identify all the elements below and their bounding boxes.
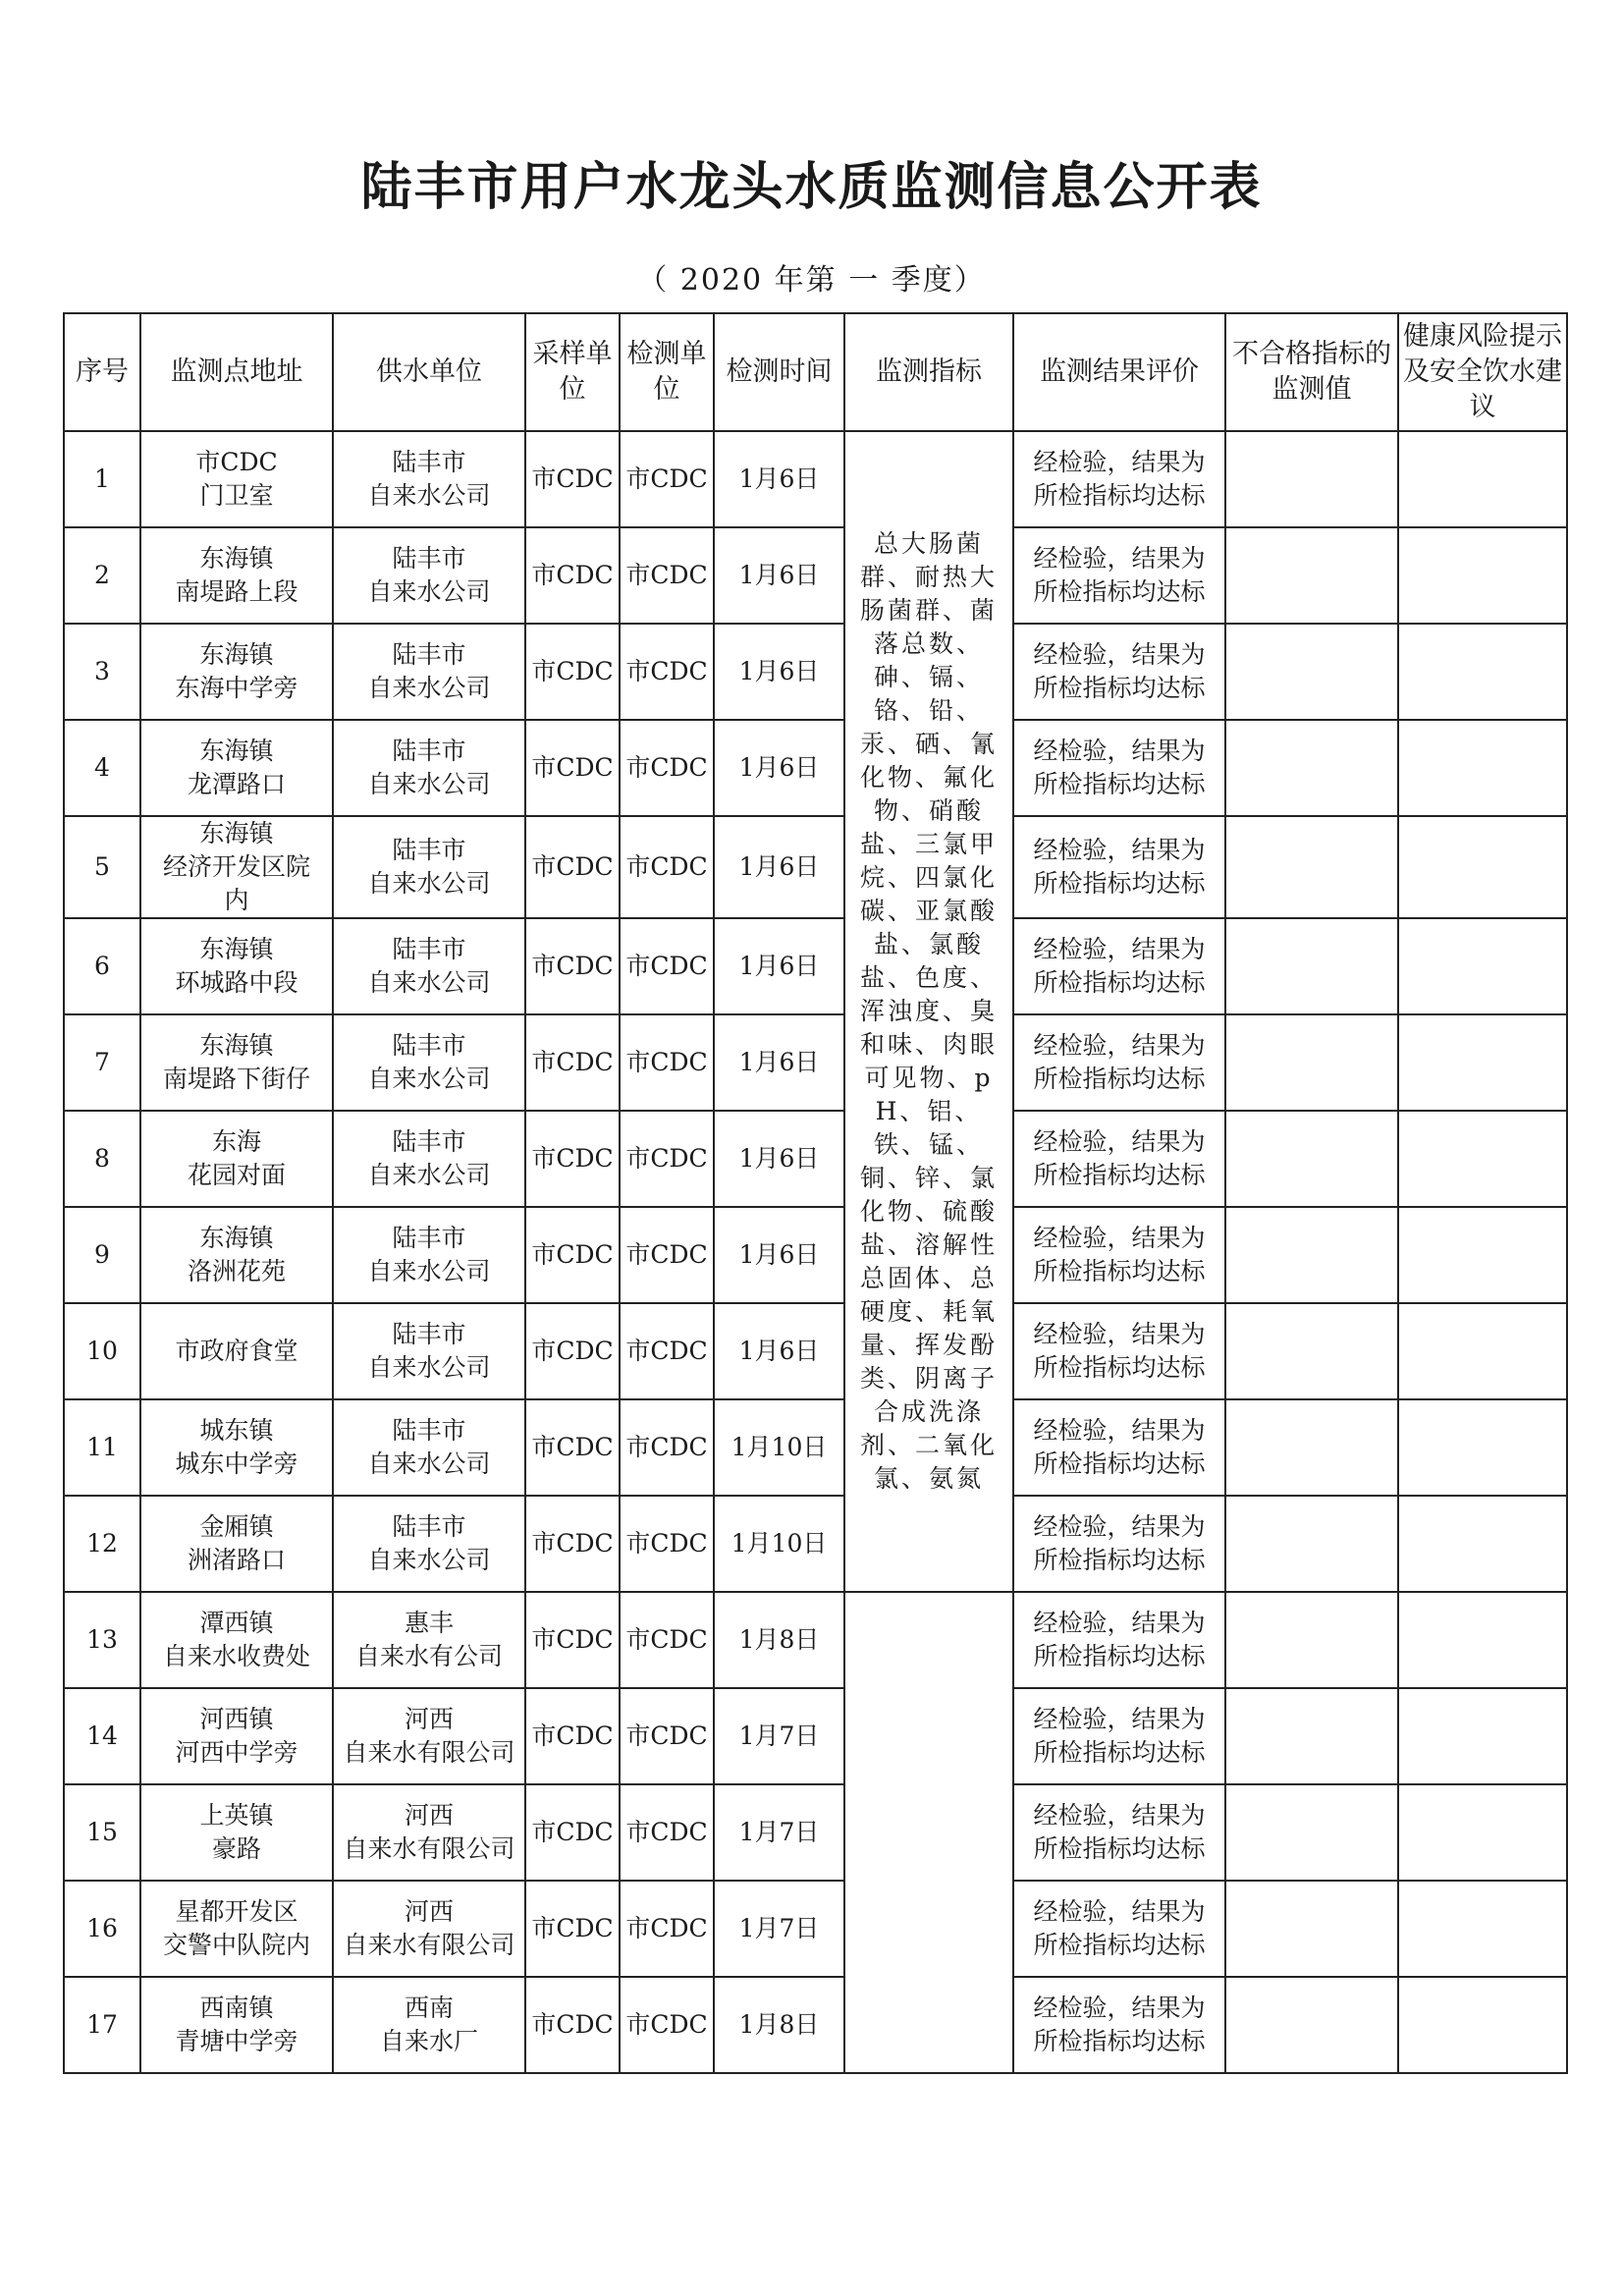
cell-sampler: 市CDC bbox=[525, 431, 620, 527]
header-unqualified: 不合格指标的监测值 bbox=[1225, 313, 1398, 431]
cell-supplier: 陆丰市 自来水公司 bbox=[333, 720, 525, 816]
cell-indicators-empty bbox=[844, 1592, 1013, 2073]
cell-sampler: 市CDC bbox=[525, 1688, 620, 1784]
table-row bbox=[64, 1014, 1567, 1111]
cell-evaluation: 经检验，结果为 所检指标均达标 bbox=[1013, 624, 1225, 720]
header-sampler: 采样单位 bbox=[525, 313, 620, 431]
cell-address: 东海镇 南堤路下街仔 bbox=[140, 1014, 333, 1111]
cell-supplier: 西南 自来水厂 bbox=[333, 1977, 525, 2073]
cell-sampler: 市CDC bbox=[525, 1496, 620, 1592]
cell-idx: 9 bbox=[64, 1207, 140, 1303]
cell-advice bbox=[1398, 1784, 1567, 1881]
cell-supplier: 陆丰市 自来水公司 bbox=[333, 624, 525, 720]
cell-evaluation: 经检验，结果为 所检指标均达标 bbox=[1013, 527, 1225, 624]
cell-time: 1月6日 bbox=[714, 1014, 844, 1111]
cell-time: 1月8日 bbox=[714, 1977, 844, 2073]
cell-unqualified bbox=[1225, 1592, 1398, 1688]
cell-supplier: 陆丰市 自来水公司 bbox=[333, 431, 525, 527]
header-time: 检测时间 bbox=[714, 313, 844, 431]
cell-tester: 市CDC bbox=[620, 1399, 714, 1496]
cell-idx: 13 bbox=[64, 1592, 140, 1688]
cell-idx: 17 bbox=[64, 1977, 140, 2073]
cell-advice bbox=[1398, 1111, 1567, 1207]
cell-advice bbox=[1398, 1688, 1567, 1784]
cell-unqualified bbox=[1225, 816, 1398, 918]
table-row bbox=[64, 624, 1567, 720]
table-row bbox=[64, 1881, 1567, 1977]
cell-address: 城东镇 城东中学旁 bbox=[140, 1399, 333, 1496]
cell-evaluation: 经检验，结果为 所检指标均达标 bbox=[1013, 1207, 1225, 1303]
table-row bbox=[64, 1303, 1567, 1399]
cell-advice bbox=[1398, 624, 1567, 720]
header-supplier: 供水单位 bbox=[333, 313, 525, 431]
cell-sampler: 市CDC bbox=[525, 1592, 620, 1688]
cell-tester: 市CDC bbox=[620, 1014, 714, 1111]
cell-unqualified bbox=[1225, 1111, 1398, 1207]
cell-unqualified bbox=[1225, 1207, 1398, 1303]
cell-supplier: 河西 自来水有限公司 bbox=[333, 1688, 525, 1784]
cell-advice bbox=[1398, 816, 1567, 918]
cell-advice bbox=[1398, 527, 1567, 624]
cell-supplier: 陆丰市 自来水公司 bbox=[333, 1207, 525, 1303]
monitoring-table bbox=[63, 312, 1568, 2074]
table-row bbox=[64, 720, 1567, 816]
cell-supplier: 陆丰市 自来水公司 bbox=[333, 1111, 525, 1207]
cell-supplier: 河西 自来水有限公司 bbox=[333, 1881, 525, 1977]
cell-advice bbox=[1398, 1592, 1567, 1688]
table-row bbox=[64, 1784, 1567, 1881]
page-title: 陆丰市用户水龙头水质监测信息公开表 bbox=[360, 158, 1263, 217]
cell-unqualified bbox=[1225, 624, 1398, 720]
cell-address: 东海镇 东海中学旁 bbox=[140, 624, 333, 720]
cell-address: 东海镇 洛洲花苑 bbox=[140, 1207, 333, 1303]
cell-time: 1月6日 bbox=[714, 527, 844, 624]
cell-evaluation: 经检验，结果为 所检指标均达标 bbox=[1013, 1496, 1225, 1592]
cell-address: 潭西镇 自来水收费处 bbox=[140, 1592, 333, 1688]
cell-idx: 2 bbox=[64, 527, 140, 624]
cell-time: 1月6日 bbox=[714, 1207, 844, 1303]
cell-idx: 5 bbox=[64, 816, 140, 918]
header-indicators: 监测指标 bbox=[844, 313, 1013, 431]
cell-supplier: 陆丰市 自来水公司 bbox=[333, 1014, 525, 1111]
header-evaluation: 监测结果评价 bbox=[1013, 313, 1225, 431]
header-idx: 序号 bbox=[64, 313, 140, 431]
cell-unqualified bbox=[1225, 1688, 1398, 1784]
cell-idx: 12 bbox=[64, 1496, 140, 1592]
cell-idx: 10 bbox=[64, 1303, 140, 1399]
cell-idx: 6 bbox=[64, 918, 140, 1014]
cell-sampler: 市CDC bbox=[525, 1111, 620, 1207]
cell-evaluation: 经检验，结果为 所检指标均达标 bbox=[1013, 1592, 1225, 1688]
cell-supplier: 陆丰市 自来水公司 bbox=[333, 1496, 525, 1592]
cell-tester: 市CDC bbox=[620, 1881, 714, 1977]
cell-tester: 市CDC bbox=[620, 720, 714, 816]
cell-time: 1月6日 bbox=[714, 1303, 844, 1399]
cell-idx: 1 bbox=[64, 431, 140, 527]
cell-indicators: 总大肠菌群、耐热大肠菌群、菌落总数、砷、镉、铬、铅、汞、硒、氰化物、氟化物、硝酸盐、三氯甲烷、四氯化碳、亚氯酸盐、氯酸盐、色度、浑浊度、臭和味、肉眼可见物、pH、铝、铁、锰、铜、锌、氯化物、硫酸盐、溶解性总固体、总硬度、耗氧量、挥发酚类、阴离子合成洗涤剂、二氧化氯、氨氮 bbox=[844, 431, 1013, 1592]
cell-address: 上英镇 豪路 bbox=[140, 1784, 333, 1881]
cell-idx: 16 bbox=[64, 1881, 140, 1977]
cell-address: 河西镇 河西中学旁 bbox=[140, 1688, 333, 1784]
cell-evaluation: 经检验，结果为 所检指标均达标 bbox=[1013, 431, 1225, 527]
table-row bbox=[64, 527, 1567, 624]
cell-advice bbox=[1398, 431, 1567, 527]
cell-sampler: 市CDC bbox=[525, 1303, 620, 1399]
cell-tester: 市CDC bbox=[620, 1688, 714, 1784]
cell-sampler: 市CDC bbox=[525, 1977, 620, 2073]
table-body bbox=[64, 431, 1567, 2073]
cell-sampler: 市CDC bbox=[525, 527, 620, 624]
cell-tester: 市CDC bbox=[620, 1111, 714, 1207]
cell-evaluation: 经检验，结果为 所检指标均达标 bbox=[1013, 1111, 1225, 1207]
cell-sampler: 市CDC bbox=[525, 624, 620, 720]
table-row bbox=[64, 1496, 1567, 1592]
cell-advice bbox=[1398, 1977, 1567, 2073]
cell-address: 东海 花园对面 bbox=[140, 1111, 333, 1207]
table-header-row bbox=[64, 313, 1567, 431]
cell-address: 东海镇 环城路中段 bbox=[140, 918, 333, 1014]
cell-supplier: 陆丰市 自来水公司 bbox=[333, 918, 525, 1014]
cell-tester: 市CDC bbox=[620, 1977, 714, 2073]
cell-evaluation: 经检验，结果为 所检指标均达标 bbox=[1013, 918, 1225, 1014]
cell-evaluation: 经检验，结果为 所检指标均达标 bbox=[1013, 1784, 1225, 1881]
cell-address: 金厢镇 洲渚路口 bbox=[140, 1496, 333, 1592]
cell-unqualified bbox=[1225, 1014, 1398, 1111]
cell-time: 1月6日 bbox=[714, 918, 844, 1014]
cell-unqualified bbox=[1225, 1881, 1398, 1977]
cell-advice bbox=[1398, 1881, 1567, 1977]
table-row bbox=[64, 1592, 1567, 1688]
cell-unqualified bbox=[1225, 1977, 1398, 2073]
cell-unqualified bbox=[1225, 1496, 1398, 1592]
cell-evaluation: 经检验，结果为 所检指标均达标 bbox=[1013, 816, 1225, 918]
cell-tester: 市CDC bbox=[620, 1207, 714, 1303]
cell-time: 1月6日 bbox=[714, 816, 844, 918]
cell-advice bbox=[1398, 1496, 1567, 1592]
cell-address: 市CDC 门卫室 bbox=[140, 431, 333, 527]
cell-idx: 4 bbox=[64, 720, 140, 816]
cell-sampler: 市CDC bbox=[525, 1784, 620, 1881]
cell-evaluation: 经检验，结果为 所检指标均达标 bbox=[1013, 1014, 1225, 1111]
cell-tester: 市CDC bbox=[620, 624, 714, 720]
cell-tester: 市CDC bbox=[620, 1303, 714, 1399]
cell-advice bbox=[1398, 1207, 1567, 1303]
cell-unqualified bbox=[1225, 431, 1398, 527]
cell-idx: 11 bbox=[64, 1399, 140, 1496]
cell-sampler: 市CDC bbox=[525, 720, 620, 816]
cell-time: 1月6日 bbox=[714, 1111, 844, 1207]
cell-supplier: 惠丰 自来水有公司 bbox=[333, 1592, 525, 1688]
header-tester: 检测单位 bbox=[620, 313, 714, 431]
cell-evaluation: 经检验，结果为 所检指标均达标 bbox=[1013, 1303, 1225, 1399]
cell-evaluation: 经检验，结果为 所检指标均达标 bbox=[1013, 1977, 1225, 2073]
cell-tester: 市CDC bbox=[620, 527, 714, 624]
cell-time: 1月10日 bbox=[714, 1496, 844, 1592]
header-advice: 健康风险提示及安全饮水建议 bbox=[1398, 313, 1567, 431]
cell-tester: 市CDC bbox=[620, 1784, 714, 1881]
cell-supplier: 陆丰市 自来水公司 bbox=[333, 1399, 525, 1496]
cell-unqualified bbox=[1225, 1303, 1398, 1399]
table-row bbox=[64, 816, 1567, 918]
cell-evaluation: 经检验，结果为 所检指标均达标 bbox=[1013, 1881, 1225, 1977]
cell-unqualified bbox=[1225, 1399, 1398, 1496]
cell-tester: 市CDC bbox=[620, 431, 714, 527]
cell-time: 1月7日 bbox=[714, 1784, 844, 1881]
cell-address: 东海镇 经济开发区院 内 bbox=[140, 816, 333, 918]
cell-supplier: 河西 自来水有限公司 bbox=[333, 1784, 525, 1881]
cell-evaluation: 经检验，结果为 所检指标均达标 bbox=[1013, 1399, 1225, 1496]
cell-sampler: 市CDC bbox=[525, 1014, 620, 1111]
cell-time: 1月7日 bbox=[714, 1688, 844, 1784]
cell-sampler: 市CDC bbox=[525, 1399, 620, 1496]
cell-idx: 14 bbox=[64, 1688, 140, 1784]
cell-address: 东海镇 龙潭路口 bbox=[140, 720, 333, 816]
cell-time: 1月8日 bbox=[714, 1592, 844, 1688]
cell-address: 市政府食堂 bbox=[140, 1303, 333, 1399]
cell-idx: 7 bbox=[64, 1014, 140, 1111]
table-row bbox=[64, 918, 1567, 1014]
cell-advice bbox=[1398, 1399, 1567, 1496]
table-row bbox=[64, 1399, 1567, 1496]
header-address: 监测点地址 bbox=[140, 313, 333, 431]
cell-time: 1月7日 bbox=[714, 1881, 844, 1977]
cell-sampler: 市CDC bbox=[525, 816, 620, 918]
cell-address: 东海镇 南堤路上段 bbox=[140, 527, 333, 624]
cell-time: 1月6日 bbox=[714, 720, 844, 816]
cell-supplier: 陆丰市 自来水公司 bbox=[333, 527, 525, 624]
cell-sampler: 市CDC bbox=[525, 918, 620, 1014]
table-row bbox=[64, 1688, 1567, 1784]
cell-sampler: 市CDC bbox=[525, 1207, 620, 1303]
cell-evaluation: 经检验，结果为 所检指标均达标 bbox=[1013, 1688, 1225, 1784]
cell-tester: 市CDC bbox=[620, 1496, 714, 1592]
table-row bbox=[64, 431, 1567, 527]
cell-tester: 市CDC bbox=[620, 816, 714, 918]
cell-tester: 市CDC bbox=[620, 918, 714, 1014]
cell-advice bbox=[1398, 1303, 1567, 1399]
cell-address: 西南镇 青塘中学旁 bbox=[140, 1977, 333, 2073]
cell-unqualified bbox=[1225, 918, 1398, 1014]
cell-supplier: 陆丰市 自来水公司 bbox=[333, 816, 525, 918]
cell-idx: 8 bbox=[64, 1111, 140, 1207]
table-row bbox=[64, 1977, 1567, 2073]
cell-idx: 15 bbox=[64, 1784, 140, 1881]
cell-time: 1月6日 bbox=[714, 624, 844, 720]
cell-sampler: 市CDC bbox=[525, 1881, 620, 1977]
cell-advice bbox=[1398, 1014, 1567, 1111]
table-row bbox=[64, 1111, 1567, 1207]
cell-unqualified bbox=[1225, 720, 1398, 816]
cell-address: 星都开发区 交警中队院内 bbox=[140, 1881, 333, 1977]
table-row bbox=[64, 1207, 1567, 1303]
cell-advice bbox=[1398, 918, 1567, 1014]
cell-idx: 3 bbox=[64, 624, 140, 720]
cell-time: 1月6日 bbox=[714, 431, 844, 527]
page-subtitle: （ 2020 年第 一 季度） bbox=[637, 263, 986, 298]
cell-advice bbox=[1398, 720, 1567, 816]
cell-evaluation: 经检验，结果为 所检指标均达标 bbox=[1013, 720, 1225, 816]
cell-unqualified bbox=[1225, 1784, 1398, 1881]
cell-tester: 市CDC bbox=[620, 1592, 714, 1688]
cell-unqualified bbox=[1225, 527, 1398, 624]
cell-time: 1月10日 bbox=[714, 1399, 844, 1496]
cell-supplier: 陆丰市 自来水公司 bbox=[333, 1303, 525, 1399]
